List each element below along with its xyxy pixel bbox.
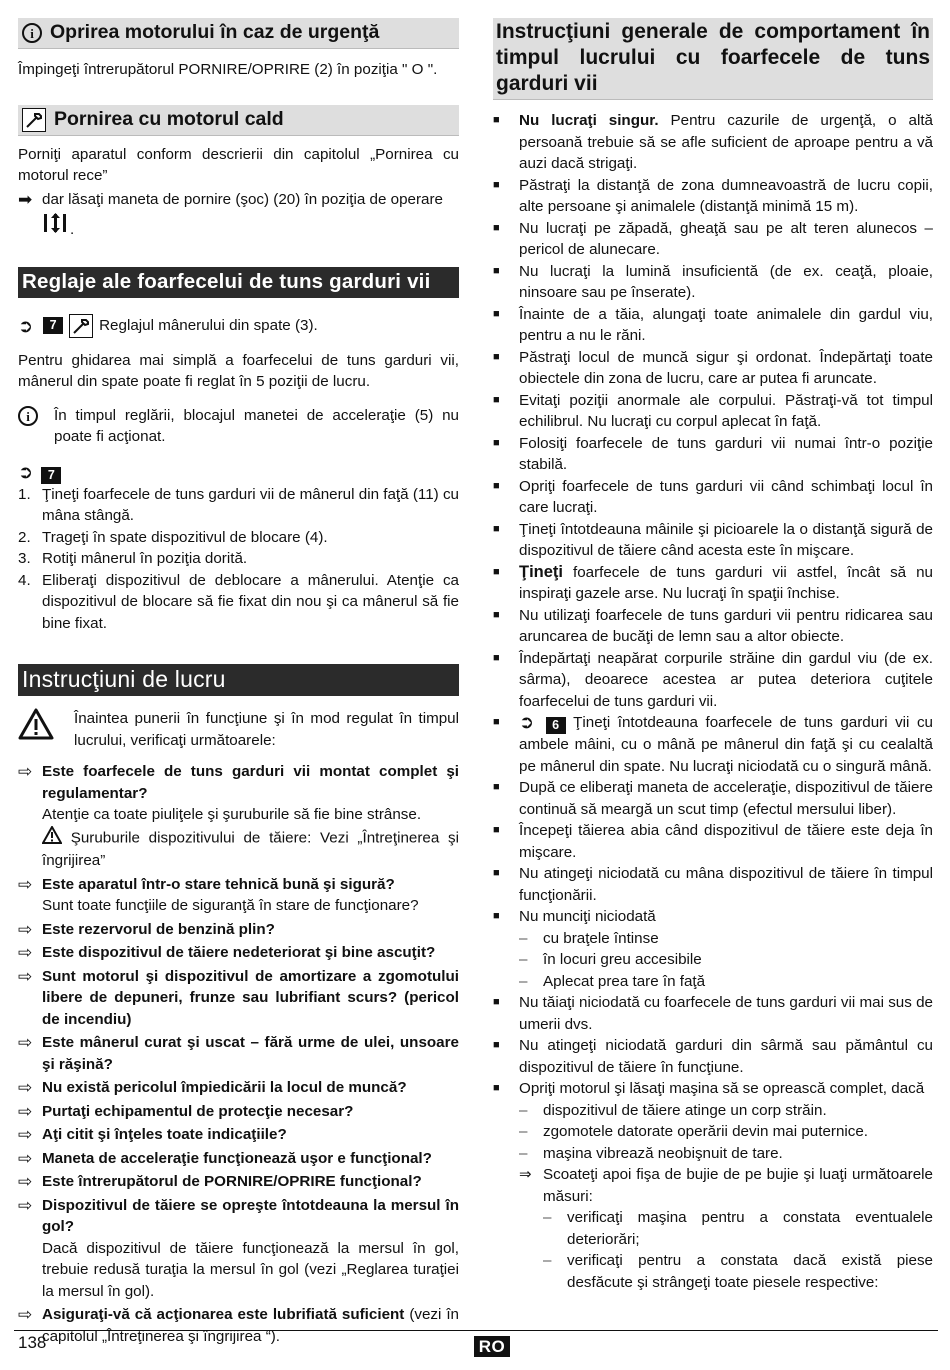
list-item: ■ Nu lucraţi pe zăpadă, gheaţă sau pe alt teren alunecos – pericol de alunecare. [493,219,933,258]
checklist-item: ⇨ Este rezervorul de benzină plin? [18,919,275,939]
hollow-arrow-icon: ⇨ [18,1305,33,1324]
warning-triangle-icon [18,708,74,751]
sub-item: – verificaţi maşina pentru a constata eventualele deteriorări; [543,1209,933,1248]
list-item: ■ Îndepărtaţi neapărat corpurile străine din gardul viu (de ex. sârma), deoarece acestea ar putea deteriora cuţitele foarfecelui de tuns garduri vii. [493,649,933,710]
section-header-warm-start [18,105,459,136]
adjustment-steps [18,484,459,635]
footer-rule [14,1330,938,1331]
checklist-item: ⇨ Nu există pericolul împiedicării la locul de muncă? [18,1078,407,1097]
list-item: ■ Nu atingeţi niciodată cu mâna dispozitivul de tăiere în timpul funcţionării. [493,865,933,904]
hollow-arrow-icon: ⇨ [18,1172,33,1191]
arrow-note: ➡ dar lăsaţi maneta de pornire (şoc) (20) în poziţia de operare . [18,189,459,241]
list-item: ■ Nu lucraţi singur. Pentru cazurile de urgenţă, o altă persoană trebuie să se afle suficient de aproape pentru a vă auzi dacă strigaţi. [493,112,933,172]
right-arrow-icon: ➡ [18,189,33,209]
checklist-item: ⇨ Purtaţi echipamentul de protecţie necesar? [18,1101,354,1121]
right-column [493,18,933,1293]
figure-number: 7 [41,467,61,484]
language-badge: RO [474,1336,510,1357]
list-item: 3. Rotiţi mânerul în poziţia dorită. [18,550,248,567]
checklist-item: ⇨ Dispozitivul de tăiere se opreşte întotdeauna la mersul în gol? Dacă dispozitivul de tăiere funcţionează la mersul în gol, trebuie redusă turaţia la mersul în gol (vezi „Reglarea turaţiei la mersul în gol). [18,1195,459,1303]
arrow-note-text: dar lăsaţi maneta de pornire (şoc) (20) în poziţia de operare [42,190,443,208]
wrench-icon [69,314,93,338]
hollow-arrow-icon: ⇨ [18,1125,33,1144]
list-item: ■ Începeţi tăierea abia când dispozitivul de tăiere este deja în mişcare. [493,822,933,861]
section-title: Reglaje ale foarfecelui de tuns garduri vii [22,270,431,294]
list-item: ■ Înainte de a tăia, alungaţi toate animalele din gardul viu, pentru a nu le răni. [493,305,933,344]
figure-reference [18,462,459,484]
hollow-arrow-icon: ⇨ [18,1033,33,1052]
page-number: 138 [18,1333,47,1352]
list-item: ■ Nu utilizaţi foarfecele de tuns garduri vii pentru ridicarea sau aruncarea de bucăţi de lemn sau a altor obiecte. [493,606,933,645]
info-note [18,405,459,448]
sub-item: – cu braţele întinse [519,929,659,947]
result-item: ⇒ Scoateţi apoi fişa de bujie de pe bujie şi luaţi următoarele măsuri: [519,1164,933,1207]
section-header-work-instructions [18,664,459,696]
warning-note-text: Înaintea punerii în funcţiune şi în mod regulat în timpul lucrului, verificaţi următoarele: [74,710,459,749]
hollow-arrow-icon: ⇨ [18,1078,33,1097]
hollow-arrow-icon: ⇨ [18,1101,33,1121]
list-item: ■ Ţineţi întotdeauna mâinile şi picioarele la o distanţă sigură de dispozitivul de tăiere când acesta este în mişcare. [493,520,933,559]
list-item: 4. Eliberaţi dispozitivul de deblocare a mânerului. Atenţie ca dispozitivul de blocare să fie fixat din nou şi ca mânerul să fie bine fixat. [18,571,459,632]
checklist-item: ⇨ Asiguraţi-vă că acţionarea este lubrifiată suficient (vezi în capitolul „Întreţinerea şi îngrijirea “). [18,1304,459,1347]
hollow-arrow-icon: ⇨ [18,1148,33,1168]
figure-arrow-icon: ➲ [18,315,34,336]
warning-triangle-icon [42,826,62,851]
wrench-icon [22,108,46,132]
section-header-adjustments [18,267,459,298]
checklist-item: ⇨ Maneta de acceleraţie funcţionează uşor e funcţional? [18,1148,432,1168]
checklist-item: ⇨ Este întrerupătorul de PORNIRE/OPRIRE funcţional? [18,1172,422,1191]
info-icon: i [22,23,42,43]
checklist-item: ⇨ Sunt motorul şi dispozitivul de amortizare a zgomotului libere de depuneri, frunze sau lubrifiant scurs? (pericol de incendiu) [18,966,459,1031]
list-item: ■ Evitaţi poziţii anormale ale corpului. Păstraţi-vă tot timpul echilibrul. Nu lucraţi cu corpul aplecat în faţă. [493,391,933,430]
figure-caption: Reglajul mânerului din spate (3). [99,316,318,334]
sub-item: – în locuri greu accesibile [519,951,702,968]
info-icon: i [18,406,38,426]
list-item: ■ ➲ 6 Ţineţi întotdeauna foarfecele de tuns garduri vii cu ambele mâini, cu o mână pe mânerul din faţă şi cu cealaltă pe mânerul din spate. Nu lucraţi niciodată cu o singură mână. [493,712,933,775]
checklist-item: ⇨ Este mânerul curat şi uscat – fără urme de ulei, unsoare şi răşină? [18,1032,459,1075]
list-item: 2. Trageţi în spate dispozitivul de blocare (4). [18,528,328,546]
checklist-item: ⇨ Este dispozitivul de tăiere nedeteriorat şi bine ascuţit? [18,943,436,962]
info-note-text: În timpul reglării, blocajul manetei de acceleraţie (5) nu poate fi acţionat. [54,406,459,445]
list-item: ■ Păstraţi la distanţă de zona dumneavoastră de lucru copii, alte persoane şi animalele (distanţă minimă 15 m). [493,176,933,215]
list-item: ■ Opriţi motorul şi lăsaţi maşina să se oprească complet, dacă – dispozitivul de tăiere atinge un corp străin. – zgomotele datorate operării devin mai puternice. – maşina vibrează neobişnuit de tare. ⇒ Scoateţi apoi fişa de bujie de pe bujie şi luaţi următoarele măsuri: – verificaţi maşina pentru a constata eventualele deteriorări; – verificaţi pentru a constata dacă există piese desfăcute şi strângeţi toate piesele respective: [493,1078,933,1293]
hollow-arrow-icon: ⇨ [18,874,33,894]
section-title: Instrucţiuni de lucru [22,666,226,693]
paragraph: Pentru ghidarea mai simplă a foarfecelui de tuns garduri vii, mânerul din spate poate fi reglat în 5 poziţii de lucru. [18,351,459,390]
figure-reference [18,314,459,338]
list-item: ■ Păstraţi locul de muncă sigur şi ordonat. Îndepărtaţi toate obiectele din zona de lucru, care ar putea fi aruncate. [493,348,933,387]
paragraph: Porniţi aparatul conform descrierii din capitolul „Pornirea cu motorul rece” [18,145,459,184]
section-title: Pornirea cu motorul cald [54,107,284,130]
sub-item: – maşina vibrează neobişnuit de tare. [519,1144,783,1162]
checklist [18,761,459,1347]
list-item: 1. Ţineţi foarfecele de tuns garduri vii de mânerul din faţă (11) cu mâna stângă. [18,485,459,524]
figure-arrow-icon: ➲ [519,712,535,732]
list-item: ■ Nu atingeţi niciodată garduri din sârmă sau pământul cu dispozitivul de tăiere în funcţiune. [493,1037,933,1076]
hollow-arrow-icon: ⇨ [18,1195,33,1215]
hollow-arrow-icon: ⇨ [18,762,33,781]
figure-arrow-icon: ➲ [18,461,34,482]
implies-arrow-icon: ⇒ [519,1166,532,1183]
paragraph: Împingeţi întrerupătorul PORNIRE/OPRIRE (2) în poziţia " O ". [18,61,438,78]
section-header-general-behaviour: Instrucţiuni generale de comportament în timpul lucrului cu foarfecele de tuns garduri vii [493,18,933,100]
list-item: ■ Opriţi foarfecele de tuns garduri vii când schimbaţi locul în care lucraţi. [493,477,933,516]
bullet-list [493,110,933,1293]
left-column [18,18,459,1347]
sub-item: – Aplecat prea tare în faţă [519,972,706,990]
hollow-arrow-icon: ⇨ [18,943,33,962]
figure-number: 6 [546,717,566,734]
list-item: ■ După ce eliberaţi maneta de acceleraţie, dispozitivul de tăiere continuă să meargă un scut timp (efectul mersului liber). [493,779,933,818]
warning-note [18,708,459,751]
sub-item: – dispozitivul de tăiere atinge un corp străin. [519,1101,827,1119]
choke-operating-position-icon [42,212,70,241]
section-header-emergency-stop [18,18,459,49]
list-item: ■ Nu tăiaţi niciodată cu foarfecele de tuns garduri vii mai sus de umerii dvs. [493,994,933,1033]
checklist-item: ⇨ Este aparatul într-o stare tehnică bună şi sigură? Sunt toate funcţiile de siguranţă în stare de funcţionare? [18,874,459,917]
figure-number: 7 [43,317,63,334]
sub-item: – zgomotele datorate operării devin mai puternice. [519,1123,869,1140]
hollow-arrow-icon: ⇨ [18,966,33,986]
list-item: ■ Ţineţi foarfecele de tuns garduri vii astfel, încât să nu inspiraţi gazele arse. Nu lucraţi în spaţii închise. [493,562,933,602]
section-title: Oprirea motorului în caz de urgenţă [50,21,380,44]
sub-item: – verificaţi pentru a constata dacă există piese desfăcute şi strângeţi toate piesele respective: [543,1252,933,1291]
list-item: ■ Folosiţi foarfecele de tuns garduri vii numai într-o poziţie stabilă. [493,434,933,473]
list-item: ■ Nu munciţi niciodată – cu braţele întinse – în locuri greu accesibile – Aplecat prea tare în faţă [493,906,933,992]
hollow-arrow-icon: ⇨ [18,919,33,939]
list-item: ■ Nu lucraţi la lumină insuficientă (de ex. ceaţă, ploaie, ninsoare sau pe înserate). [493,262,933,301]
checklist-item: ⇨ Aţi citit şi înţeles toate indicaţiile? [18,1125,287,1144]
checklist-item: ⇨ Este foarfecele de tuns garduri vii montat complet şi regulamentar? Atenţie ca toate piuliţele şi şuruburile să fie bine strânse. Şuruburile dispozitivului de tăiere: Vezi „Întreţinerea şi îngrijirea” [18,761,459,872]
